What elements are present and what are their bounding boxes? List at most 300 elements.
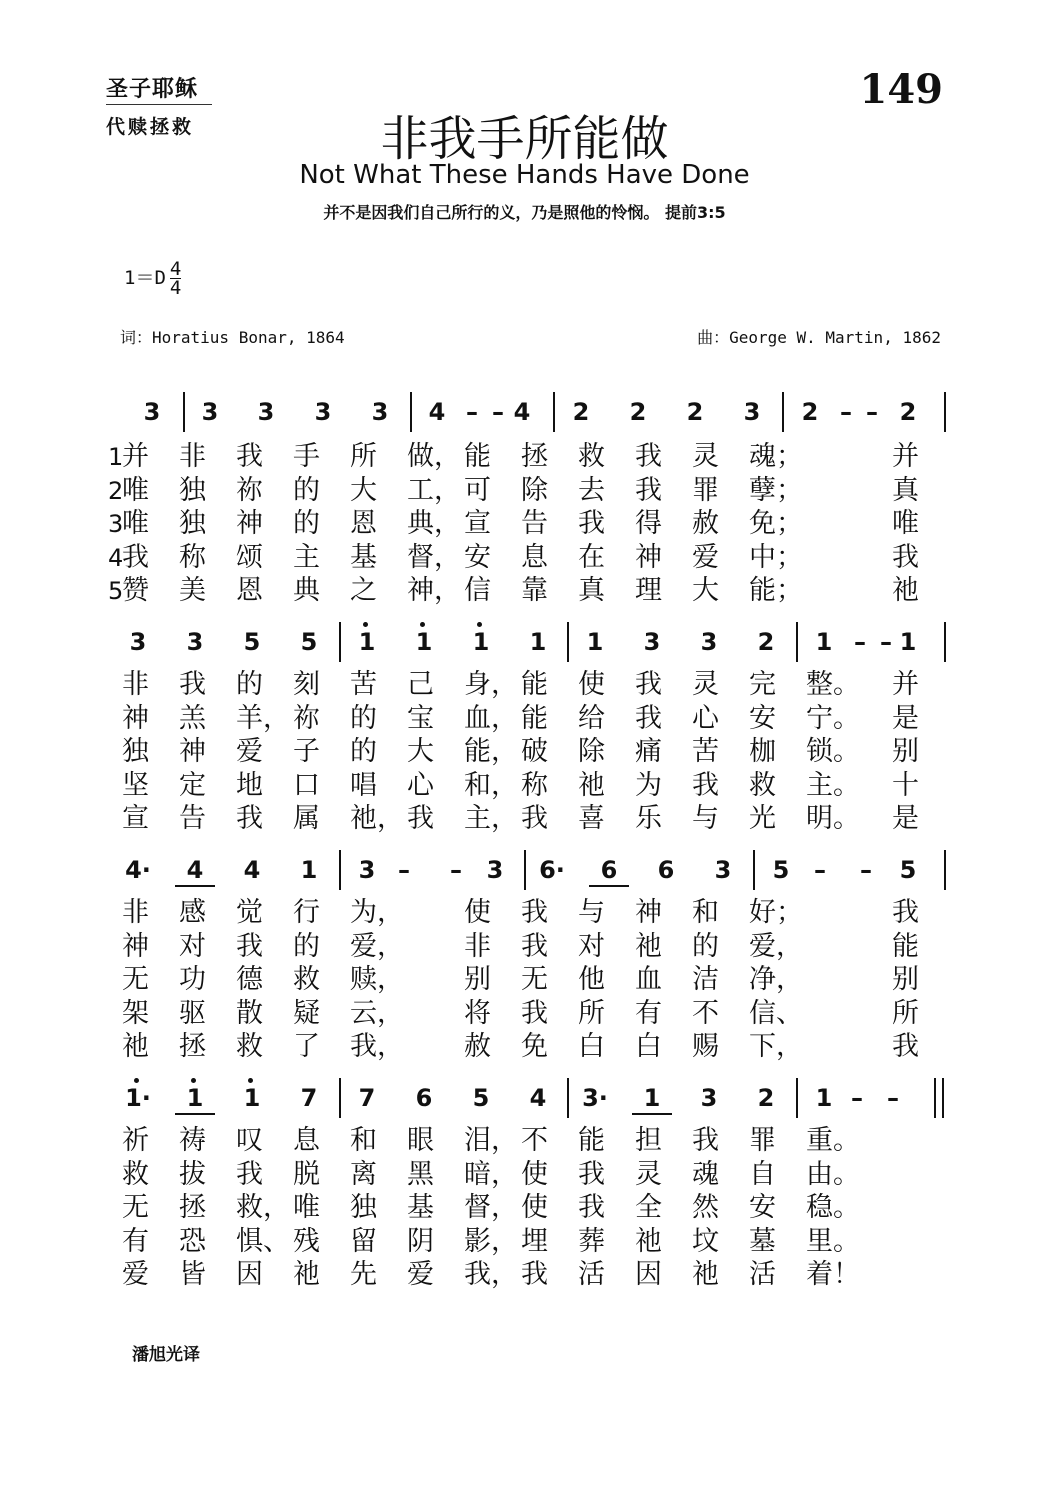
lyric-char: 的 xyxy=(293,475,320,506)
lyric-line xyxy=(0,574,1049,608)
lyric-char: 神， xyxy=(407,575,461,606)
note: 1 xyxy=(586,628,604,656)
lyric-char: 的 xyxy=(350,703,377,734)
lyric-char: 灵 xyxy=(692,669,719,700)
lyric-char: 神 xyxy=(635,897,662,928)
lyric-char: 赐 xyxy=(692,1031,719,1062)
note: 2 xyxy=(757,628,775,656)
note: 7 xyxy=(300,1084,318,1112)
note: 1 xyxy=(632,1083,672,1115)
lyric-char: 称 xyxy=(521,770,548,801)
lyric-char: 属 xyxy=(293,803,320,834)
lyric-char: 赦 xyxy=(464,1031,491,1062)
lyric-char: 拯 xyxy=(179,1192,206,1223)
lyric-char: 理 xyxy=(635,575,662,606)
barline xyxy=(339,1078,341,1118)
lyric-char: 能 xyxy=(892,931,919,962)
lyric-char: 神 xyxy=(179,736,206,767)
lyric-char: 己 xyxy=(407,669,434,700)
note: 1 xyxy=(404,627,444,657)
hold-dash: – xyxy=(840,398,852,426)
lyric-char: 我 xyxy=(635,441,662,472)
lyric-char: 光 xyxy=(749,803,776,834)
lyric-char: 主。 xyxy=(806,770,860,801)
lyric-char: 美 xyxy=(179,575,206,606)
note: 3· xyxy=(582,1084,608,1112)
lyric-char: 自 xyxy=(749,1159,776,1190)
lyric-char: 灵 xyxy=(692,441,719,472)
hold-dash: – xyxy=(492,398,504,426)
lyric-char: 大 xyxy=(350,475,377,506)
lyric-char: 墓 xyxy=(749,1226,776,1257)
lyric-char: 留 xyxy=(350,1226,377,1257)
lyric-char: 影， xyxy=(464,1226,518,1257)
lyric-char: 拔 xyxy=(179,1159,206,1190)
lyric-char: 离 xyxy=(350,1159,377,1190)
lyric-char: 泪， xyxy=(464,1125,518,1156)
note: 3 xyxy=(643,628,661,656)
lyric-char: 口 xyxy=(293,770,320,801)
lyric-char: 与 xyxy=(692,803,719,834)
lyric-char: 去 xyxy=(578,475,605,506)
lyric-char: 所 xyxy=(892,998,919,1029)
lyric-char: 我 xyxy=(892,1031,919,1062)
translator-credit: 潘旭光译 xyxy=(132,1345,200,1365)
lyric-char: 别 xyxy=(892,964,919,995)
hymn-title: 非我手所能做 xyxy=(380,111,669,167)
note: 3 xyxy=(186,628,204,656)
notation-row xyxy=(0,392,1049,440)
lyric-char: 羊， xyxy=(236,703,290,734)
lyric-char: 独 xyxy=(179,475,206,506)
lyric-char: 因 xyxy=(236,1259,263,1290)
note: 3 xyxy=(129,628,147,656)
lyric-char: 救 xyxy=(749,770,776,801)
lyric-line xyxy=(0,930,1049,964)
lyric-char: 我 xyxy=(521,931,548,962)
lyric-char: 神 xyxy=(122,931,149,962)
verse-number: 3 xyxy=(108,510,124,538)
lyric-char: 救 xyxy=(236,1031,263,1062)
lyric-char: 脱 xyxy=(293,1159,320,1190)
lyric-char: 我 xyxy=(692,770,719,801)
lyric-char: 非 xyxy=(179,441,206,472)
lyric-char: 孽； xyxy=(749,475,803,506)
lyric-char: 宝 xyxy=(407,703,434,734)
lyric-char: 工， xyxy=(407,475,461,506)
note: 4 xyxy=(243,856,261,884)
lyric-char: 先 xyxy=(350,1259,377,1290)
note: 2 xyxy=(757,1084,775,1112)
lyric-char: 唯 xyxy=(293,1192,320,1223)
lyric-char: 非 xyxy=(122,669,149,700)
lyric-char: 使 xyxy=(521,1192,548,1223)
lyric-char: 坟 xyxy=(692,1226,719,1257)
lyric-char: 恐 xyxy=(179,1226,206,1257)
note: 4 xyxy=(428,398,446,426)
lyric-char: 我 xyxy=(236,1159,263,1190)
note: 4 xyxy=(175,855,215,887)
lyric-char: 除 xyxy=(578,736,605,767)
notation-row xyxy=(0,850,1049,898)
note: 4 xyxy=(513,398,531,426)
lyric-char: 稳。 xyxy=(806,1192,860,1223)
notation-row xyxy=(0,1078,1049,1126)
lyric-char: 非 xyxy=(122,897,149,928)
note: 3 xyxy=(714,856,732,884)
lyric-line xyxy=(0,440,1049,474)
lyric-char: 整。 xyxy=(806,669,860,700)
lyric-char: 宣 xyxy=(122,803,149,834)
lyric-char: 德 xyxy=(236,964,263,995)
lyric-char: 大 xyxy=(407,736,434,767)
lyric-line xyxy=(0,1191,1049,1225)
note: 2 xyxy=(899,398,917,426)
lyric-char: 赎， xyxy=(350,964,404,995)
lyric-char: 心 xyxy=(692,703,719,734)
note: 1 xyxy=(815,1084,833,1112)
lyric-char: 苦 xyxy=(350,669,377,700)
verse-number: 5 xyxy=(108,577,124,605)
lyric-char: 乐 xyxy=(635,803,662,834)
note: 3 xyxy=(371,398,389,426)
note: 1· xyxy=(118,1083,158,1113)
lyric-char: 散 xyxy=(236,998,263,1029)
lyric-char: 手 xyxy=(293,441,320,472)
lyric-char: 并 xyxy=(892,441,919,472)
lyric-char: 阴 xyxy=(407,1226,434,1257)
music-credit: 曲：George W. Martin, 1862 xyxy=(697,328,941,347)
lyric-char: 所 xyxy=(578,998,605,1029)
lyric-line xyxy=(0,1158,1049,1192)
lyric-line xyxy=(0,735,1049,769)
lyric-char: 基 xyxy=(407,1192,434,1223)
lyric-char: 惧、 xyxy=(236,1226,290,1257)
lyric-char: 典， xyxy=(407,508,461,539)
lyric-char: 罪 xyxy=(749,1125,776,1156)
hold-dash: – xyxy=(466,398,478,426)
lyric-char: 是 xyxy=(892,803,919,834)
lyric-char: 颂 xyxy=(236,542,263,573)
lyric-line xyxy=(0,963,1049,997)
lyric-char: 使 xyxy=(578,669,605,700)
time-signature-top: 4 xyxy=(169,258,182,280)
lyric-char: 我 xyxy=(635,475,662,506)
lyric-char: 云， xyxy=(350,998,404,1029)
hold-dash: – xyxy=(887,1084,899,1112)
hold-dash: – xyxy=(851,1084,863,1112)
lyric-char: 宁。 xyxy=(806,703,860,734)
lyric-char: 白 xyxy=(635,1031,662,1062)
lyric-char: 了 xyxy=(293,1031,320,1062)
lyric-char: 我 xyxy=(578,1192,605,1223)
lyric-char: 灵 xyxy=(635,1159,662,1190)
hold-dash: – xyxy=(880,628,892,656)
lyric-line xyxy=(0,1124,1049,1158)
lyric-char: 救 xyxy=(293,964,320,995)
lyric-char: 着！ xyxy=(806,1259,860,1290)
lyric-char: 祷 xyxy=(179,1125,206,1156)
lyric-char: 我 xyxy=(892,897,919,928)
lyric-char: 给 xyxy=(578,703,605,734)
lyric-char: 完 xyxy=(749,669,776,700)
lyric-char: 皆 xyxy=(179,1259,206,1290)
lyric-char: 对 xyxy=(578,931,605,962)
note: 2 xyxy=(801,398,819,426)
lyric-char: 的 xyxy=(692,931,719,962)
lyric-char: 祈 xyxy=(122,1125,149,1156)
note: 3 xyxy=(201,398,219,426)
lyric-char: 我， xyxy=(350,1031,404,1062)
lyric-char: 祢 xyxy=(293,703,320,734)
lyric-char: 里。 xyxy=(806,1226,860,1257)
lyric-char: 信、 xyxy=(749,998,803,1029)
lyric-char: 我 xyxy=(635,703,662,734)
lyric-char: 赦 xyxy=(692,508,719,539)
barline xyxy=(524,850,526,890)
barline xyxy=(567,1078,569,1118)
lyric-char: 我 xyxy=(179,669,206,700)
hold-dash: – xyxy=(866,398,878,426)
lyric-char: 真 xyxy=(892,475,919,506)
lyric-char: 可 xyxy=(464,475,491,506)
note: 1 xyxy=(232,1083,272,1113)
lyric-char: 觉 xyxy=(236,897,263,928)
lyric-char: 唯 xyxy=(122,508,149,539)
lyric-char: 使 xyxy=(521,1159,548,1190)
lyric-char: 活 xyxy=(749,1259,776,1290)
lyric-char: 祂 xyxy=(892,575,919,606)
lyric-char: 黑 xyxy=(407,1159,434,1190)
lyric-char: 救 xyxy=(122,1159,149,1190)
lyric-char: 的 xyxy=(293,931,320,962)
lyric-char: 不 xyxy=(692,998,719,1029)
lyric-char: 独 xyxy=(350,1192,377,1223)
lyric-char: 叹 xyxy=(236,1125,263,1156)
lyric-char: 由。 xyxy=(806,1159,860,1190)
note: 3 xyxy=(257,398,275,426)
lyric-line xyxy=(0,896,1049,930)
barline xyxy=(553,392,555,432)
verse-number: 1 xyxy=(108,443,124,471)
lyric-char: 我 xyxy=(892,542,919,573)
note: 1 xyxy=(175,1083,215,1115)
lyric-char: 无 xyxy=(521,964,548,995)
lyric-char: 我 xyxy=(578,1159,605,1190)
lyric-char: 唱 xyxy=(350,770,377,801)
note: 5 xyxy=(772,856,790,884)
lyric-char: 是 xyxy=(892,703,919,734)
lyric-char: 基 xyxy=(350,542,377,573)
lyric-char: 赞 xyxy=(122,575,149,606)
lyric-char: 白 xyxy=(578,1031,605,1062)
lyric-char: 定 xyxy=(179,770,206,801)
note: 1 xyxy=(461,627,501,657)
lyric-line xyxy=(0,769,1049,803)
lyric-char: 得 xyxy=(635,508,662,539)
lyric-char: 告 xyxy=(521,508,548,539)
lyric-char: 有 xyxy=(635,998,662,1029)
lyric-char: 担 xyxy=(635,1125,662,1156)
lyric-char: 能 xyxy=(521,703,548,734)
lyric-char: 功 xyxy=(179,964,206,995)
lyric-char: 祂 xyxy=(635,931,662,962)
lyric-char: 爱 xyxy=(236,736,263,767)
hymn-number: 149 xyxy=(859,66,943,113)
lyric-char: 我 xyxy=(236,931,263,962)
lyric-char: 恩 xyxy=(236,575,263,606)
lyric-char: 非 xyxy=(464,931,491,962)
lyric-char: 因 xyxy=(635,1259,662,1290)
lyric-char: 能； xyxy=(749,575,803,606)
lyric-char: 恩 xyxy=(350,508,377,539)
time-signature xyxy=(170,260,181,297)
barline xyxy=(796,622,798,662)
lyric-char: 感 xyxy=(179,897,206,928)
lyric-char: 羔 xyxy=(179,703,206,734)
lyric-char: 典 xyxy=(293,575,320,606)
lyric-char: 能 xyxy=(521,669,548,700)
lyric-char: 中； xyxy=(749,542,803,573)
lyric-char: 免； xyxy=(749,508,803,539)
lyric-char: 然 xyxy=(692,1192,719,1223)
lyric-char: 和 xyxy=(692,897,719,928)
lyric-char: 祂 xyxy=(578,770,605,801)
hold-dash: – xyxy=(450,856,462,884)
lyric-char: 十 xyxy=(892,770,919,801)
lyric-char: 罪 xyxy=(692,475,719,506)
note: 3 xyxy=(358,856,376,884)
lyric-char: 之 xyxy=(350,575,377,606)
barline xyxy=(934,1078,936,1118)
lyric-char: 我 xyxy=(521,803,548,834)
lyric-char: 眼 xyxy=(407,1125,434,1156)
note: 2 xyxy=(572,398,590,426)
lyric-char: 除 xyxy=(521,475,548,506)
lyric-line xyxy=(0,1030,1049,1064)
lyric-char: 和， xyxy=(464,770,518,801)
lyric-char: 息 xyxy=(521,542,548,573)
key-signature xyxy=(124,260,181,297)
verse-number: 4 xyxy=(108,544,124,572)
lyric-line xyxy=(0,541,1049,575)
lyric-char: 埋 xyxy=(521,1226,548,1257)
lyric-char: 重。 xyxy=(806,1125,860,1156)
lyric-char: 独 xyxy=(122,736,149,767)
note: 5 xyxy=(243,628,261,656)
hold-dash: – xyxy=(854,628,866,656)
lyric-char: 所 xyxy=(350,441,377,472)
lyric-char: 魂 xyxy=(692,1159,719,1190)
lyric-char: 唯 xyxy=(122,475,149,506)
lyric-char: 洁 xyxy=(692,964,719,995)
lyric-char: 为 xyxy=(635,770,662,801)
lyric-char: 魂； xyxy=(749,441,803,472)
lyric-char: 神 xyxy=(236,508,263,539)
lyric-char: 主， xyxy=(464,803,518,834)
lyric-char: 大 xyxy=(692,575,719,606)
barline xyxy=(567,622,569,662)
lyric-char: 爱 xyxy=(122,1259,149,1290)
lyric-char: 能 xyxy=(464,441,491,472)
lyric-char: 信 xyxy=(464,575,491,606)
lyric-char: 使 xyxy=(464,897,491,928)
lyric-char: 称 xyxy=(179,542,206,573)
lyric-char: 靠 xyxy=(521,575,548,606)
barline xyxy=(944,850,946,890)
lyric-char: 我 xyxy=(521,1259,548,1290)
lyric-char: 无 xyxy=(122,964,149,995)
note: 6 xyxy=(589,855,629,887)
lyric-line xyxy=(0,1258,1049,1292)
note: 5 xyxy=(472,1084,490,1112)
lyric-char: 不 xyxy=(521,1125,548,1156)
lyric-char: 救 xyxy=(578,441,605,472)
hymn-subtitle: Not What These Hands Have Done xyxy=(299,160,750,190)
lyric-char: 宣 xyxy=(464,508,491,539)
lyric-char: 祂 xyxy=(293,1259,320,1290)
barline xyxy=(944,622,946,662)
category-label: 圣子耶稣 xyxy=(106,77,199,102)
lyric-char: 真 xyxy=(578,575,605,606)
verse-number: 2 xyxy=(108,477,124,505)
lyric-char: 下， xyxy=(749,1031,803,1062)
lyric-char: 残 xyxy=(293,1226,320,1257)
lyric-char: 的 xyxy=(236,669,263,700)
barline xyxy=(944,392,946,432)
lyric-char: 血 xyxy=(635,964,662,995)
note: 3 xyxy=(314,398,332,426)
lyric-char: 血， xyxy=(464,703,518,734)
note: 1 xyxy=(815,628,833,656)
note: 3 xyxy=(743,398,761,426)
note: 6 xyxy=(657,856,675,884)
lyric-char: 行 xyxy=(293,897,320,928)
lyric-char: 有 xyxy=(122,1226,149,1257)
lyric-char: 在 xyxy=(578,542,605,573)
lyric-char: 暗， xyxy=(464,1159,518,1190)
lyric-char: 好； xyxy=(749,897,803,928)
notation-row xyxy=(0,622,1049,670)
lyric-char: 唯 xyxy=(892,508,919,539)
lyric-char: 身， xyxy=(464,669,518,700)
lyric-char: 我 xyxy=(236,441,263,472)
lyric-char: 痛 xyxy=(635,736,662,767)
note: 6 xyxy=(415,1084,433,1112)
subcategory-label: 代赎拯救 xyxy=(106,116,195,138)
lyric-char: 我 xyxy=(521,897,548,928)
lyric-char: 并 xyxy=(892,669,919,700)
barline xyxy=(753,850,755,890)
barline xyxy=(339,850,341,890)
lyric-char: 告 xyxy=(179,803,206,834)
note: 1 xyxy=(300,856,318,884)
hold-dash: – xyxy=(814,856,826,884)
lyric-char: 我， xyxy=(464,1259,518,1290)
note: 1 xyxy=(899,628,917,656)
barline xyxy=(410,392,412,432)
hold-dash: – xyxy=(398,856,410,884)
lyric-char: 疑 xyxy=(293,998,320,1029)
lyric-char: 能 xyxy=(578,1125,605,1156)
lyric-char: 葬 xyxy=(578,1226,605,1257)
lyric-char: 祂 xyxy=(692,1259,719,1290)
note: 6· xyxy=(539,856,565,884)
lyric-char: 做， xyxy=(407,441,461,472)
lyric-char: 坚 xyxy=(122,770,149,801)
lyric-char: 明。 xyxy=(806,803,860,834)
note: 1 xyxy=(529,628,547,656)
